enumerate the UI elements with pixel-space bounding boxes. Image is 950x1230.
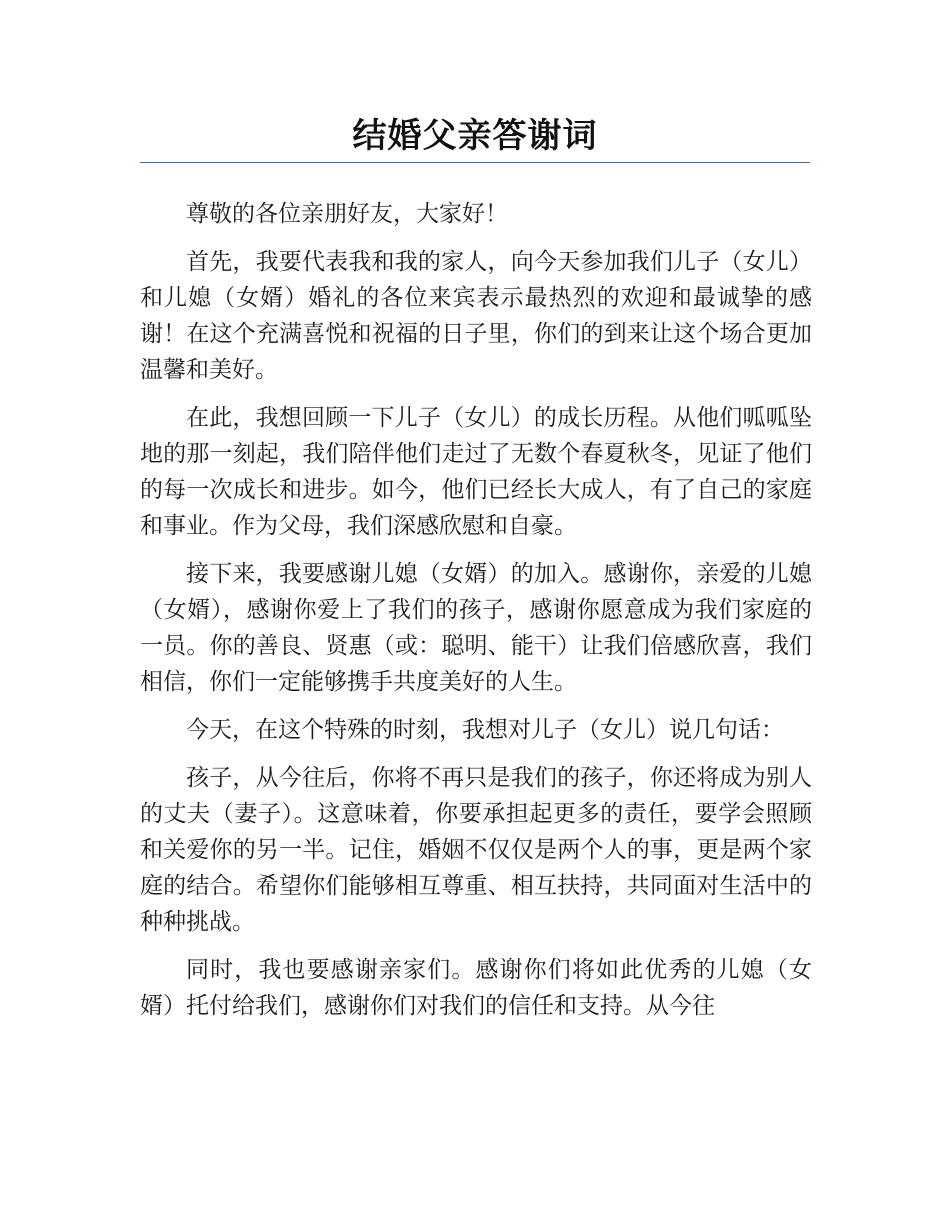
paragraph-growth: 在此，我想回顾一下儿子（女儿）的成长历程。从他们呱呱坠地的那一刻起，我们陪伴他们走过了无数个春夏秋冬，见证了他们的每一次成长和进步。如今，他们已经长大成人，有了自己的家庭和事业。作为父母，我们深感欣慰和自豪。 — [140, 405, 812, 539]
paragraph-thanks-in-laws: 同时，我也要感谢亲家们。感谢你们将如此优秀的儿媳（女婿）托付给我们，感谢你们对我们的信任和支持。从今往 — [140, 957, 812, 1019]
paragraph-thanks-in-law-child: 接下来，我要感谢儿媳（女婿）的加入。感谢你，亲爱的儿媳（女婿），感谢你爱上了我们的孩子，感谢你愿意成为我们家庭的一员。你的善良、贤惠（或：聪明、能干）让我们倍感欣喜，我们相信，你们一定能够携手共度美好的人生。 — [140, 561, 812, 695]
paragraph-words-to-child: 孩子，从今往后，你将不再只是我们的孩子，你还将成为别人的丈夫（妻子）。这意味着，你要承担起更多的责任，要学会照顾和关爱你的另一半。记住，婚姻不仅仅是两个人的事，更是两个家庭的结合。希望你们能够相互尊重、相互扶持，共同面对生活中的种种挑战。 — [140, 765, 812, 935]
paragraph-words-to-child-intro: 今天，在这个特殊的时刻，我想对儿子（女儿）说几句话： — [186, 717, 784, 743]
paragraph-greeting: 尊敬的各位亲朋好友，大家好！ — [186, 201, 508, 227]
paragraph-welcome: 首先，我要代表我和我的家人，向今天参加我们儿子（女儿）和儿媳（女婿）婚礼的各位来宾表示最热烈的欢迎和最诚挚的感谢！在这个充满喜悦和祝福的日子里，你们的到来让这个场合更加温馨和美好。 — [140, 249, 812, 383]
document-title: 结婚父亲答谢词 — [352, 116, 598, 156]
title-divider — [140, 162, 810, 163]
document-body — [140, 196, 812, 1036]
